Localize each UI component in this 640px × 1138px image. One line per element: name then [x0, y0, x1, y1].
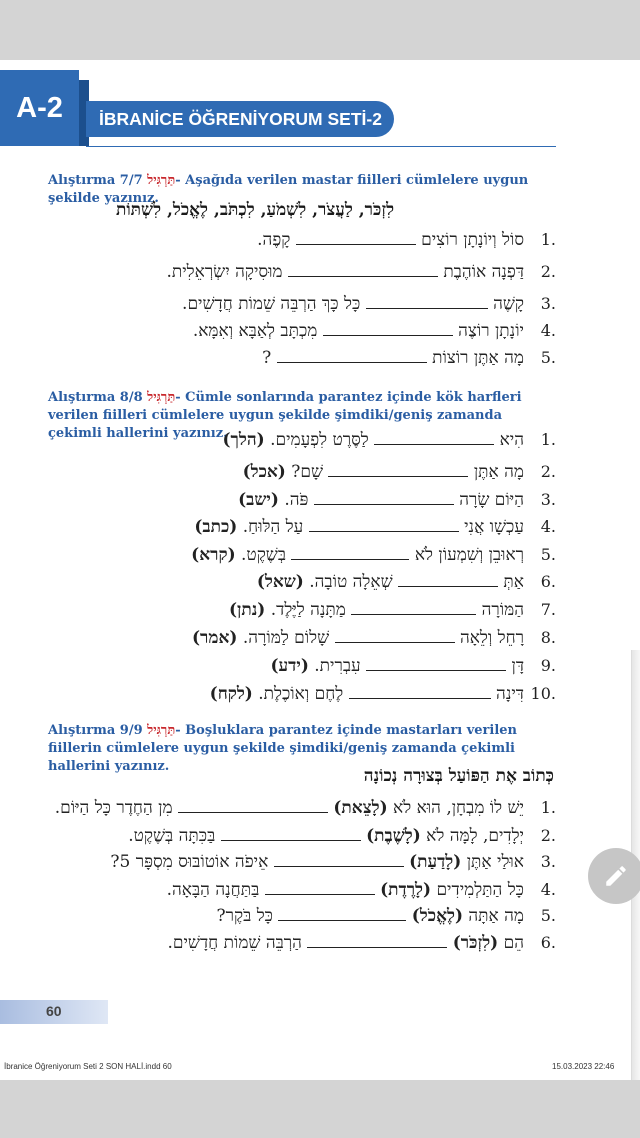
verb-root: (אמר) [192, 628, 238, 648]
sentence-end: לֶחֶם וְאוֹכֶלֶת. [258, 684, 344, 704]
word-bank: לִזְכֹּר, לַעֲצֹר, לִשְׁמֹעַ, לִכְתֹּב, לֶאֱכֹל, לִשְׁתּוֹת [115, 200, 395, 220]
item-number: 6. [540, 572, 556, 591]
sentence-end: בַּתַּחֲנָה הַבָּאָה. [166, 880, 260, 900]
verb-root: (לִזְכֹּר) [452, 933, 499, 953]
item-number: 10. [530, 684, 556, 703]
answer-blank[interactable] [366, 656, 506, 671]
sentence-start: דָּן [511, 656, 524, 676]
answer-blank[interactable] [178, 798, 328, 813]
exercise-item [40, 230, 556, 260]
item-sentence [210, 684, 524, 704]
item-number: 3. [540, 294, 556, 313]
sentence-start: קָשֶׁה [493, 294, 524, 314]
sentence-start: הַיּוֹם שָׂרָה [459, 490, 524, 510]
item-sentence [167, 933, 524, 953]
section-badge: A-2 [0, 70, 79, 146]
exercise-item [40, 490, 556, 520]
verb-root: (לָדַעַת) [409, 852, 462, 872]
exercise-item [40, 852, 556, 882]
exercise-hebrew-label: תַּרְגִּיל [147, 173, 176, 188]
exercise-item [40, 321, 556, 351]
exercise-label: Alıştırma 9/9 [48, 723, 143, 738]
answer-blank[interactable] [349, 684, 491, 699]
item-sentence [243, 462, 524, 482]
sentence-end: שָׁם? [291, 462, 324, 482]
sentence-start: יוֹנָתָן רוֹצֶה [458, 321, 524, 341]
item-number: 1. [540, 798, 556, 817]
answer-blank[interactable] [288, 262, 438, 277]
verb-root: (לקח) [209, 684, 253, 704]
sentence-start: דִּינָה [496, 684, 524, 704]
answer-blank[interactable] [398, 572, 498, 587]
sentence-end: לַסֶּרֶט לִפְעָמִים. [270, 430, 369, 450]
item-number: 4. [540, 321, 556, 340]
item-sentence [167, 880, 524, 900]
verb-root: (לָרֶדֶת) [380, 880, 432, 900]
exercise-label: Alıştırma 7/7 [48, 173, 143, 188]
item-sentence [191, 545, 524, 565]
verb-root: (ידע) [270, 656, 309, 676]
verb-root: (ישב) [238, 490, 279, 510]
exercise-item [40, 294, 556, 324]
answer-blank[interactable] [274, 852, 404, 867]
verb-root: (לָצֵאת) [333, 798, 388, 818]
sentence-start: כָּל הַתַּלְמִידִים [436, 880, 524, 900]
item-sentence [229, 600, 524, 620]
sentence-end: מִכְתָּב לְאַבָּא וְאִמָּא. [192, 321, 318, 341]
sentence-start: אוּלַי אַתֶּן [466, 852, 524, 872]
item-number: 8. [540, 628, 556, 647]
item-number: 6. [540, 933, 556, 952]
exercise-item [40, 600, 556, 630]
exercise-item [40, 628, 556, 658]
instruction-text: - Boşluklara parantez içinde mastarları verilen fiillerin cümlelere uygun şekilde şimdiki/geniş zamanda çekimli hallerini yazınız. [48, 723, 517, 774]
sentence-start: סוֹל וְיוֹנָתָן רוֹצִים [421, 230, 524, 250]
sentence-start: מָה אַתֶּן רוֹצוֹת [432, 348, 524, 368]
verb-root: (כתב) [194, 517, 238, 537]
sentence-end: מַתָּנָה לַיֶּלֶד. [270, 600, 346, 620]
answer-blank[interactable] [221, 826, 361, 841]
exercise-item [40, 684, 556, 714]
verb-root: (לָשֶׁבֶת) [366, 826, 421, 846]
exercise-hebrew-label: תַּרְגִּיל [147, 390, 176, 405]
item-number: 5. [540, 545, 556, 564]
answer-blank[interactable] [314, 490, 454, 505]
instruction-text: - Aşağıda verilen mastar fiilleri cümlelere uygun şekilde yazınız. [48, 173, 529, 206]
sentence-start: הִיא [499, 430, 524, 450]
exercise-item [40, 906, 556, 936]
item-sentence [166, 262, 524, 282]
exercise-3-heading: כְּתוֹב אֶת הַפּוֹעַל בְּצוּרָה נְכוֹנָה [363, 766, 554, 786]
item-sentence [257, 572, 524, 592]
item-number: 5. [540, 348, 556, 367]
exercise-item [40, 572, 556, 602]
exercise-item [40, 348, 556, 378]
exercise-item [40, 462, 556, 492]
answer-blank[interactable] [296, 230, 416, 245]
item-sentence [193, 321, 524, 341]
verb-root: (קרא) [191, 545, 236, 565]
answer-blank[interactable] [278, 906, 406, 921]
title-divider [86, 146, 556, 147]
edit-button[interactable] [588, 848, 640, 904]
sentence-end: מוּסִיקָה יִשְׂרְאֵלִית. [166, 262, 283, 282]
page-number: 60 [46, 1003, 62, 1019]
sentence-end: אֵיפֹה אוֹטוֹבּוּס מִסְפָּר 5? [110, 852, 269, 872]
answer-blank[interactable] [323, 321, 453, 336]
sentence-start: אַתְּ [503, 572, 524, 592]
sentence-start: דַּפְנָה אוֹהֶבֶת [443, 262, 524, 282]
footer-file-name: İbranice Öğreniyorum Seti 2 SON HALİ.indd 60 [4, 1062, 172, 1071]
item-number: 4. [540, 517, 556, 536]
answer-blank[interactable] [265, 880, 375, 895]
verb-root: (אכל) [242, 462, 286, 482]
sentence-start: מָה אַתֶּן [473, 462, 524, 482]
item-sentence [55, 798, 524, 818]
sentence-end: שָׁלוֹם לַמּוֹרָה. [242, 628, 330, 648]
item-sentence [257, 230, 524, 250]
sentence-end: בַּכִּתָּה בְּשֶׁקֶט. [128, 826, 216, 846]
sentence-end: ? [262, 348, 272, 368]
item-sentence [128, 826, 524, 846]
verb-root: (נתן) [229, 600, 266, 620]
item-number: 3. [540, 852, 556, 871]
answer-blank[interactable] [309, 517, 459, 532]
answer-blank[interactable] [328, 462, 468, 477]
exercise-item [40, 933, 556, 963]
verb-root: (שאל) [256, 572, 304, 592]
sentence-end: בְּשֶׁקֶט. [241, 545, 287, 565]
sentence-start: רְאוּבֵן וְשִׁמְעוֹן לֹא [414, 545, 524, 565]
sentence-end: כָּל כָּךְ הַרְבֵּה שֵׁמוֹת חֲדָשִׁים. [182, 294, 361, 314]
exercise-item [40, 262, 556, 292]
verb-root: (הלך) [222, 430, 265, 450]
sentence-start: הַמּוֹרָה [481, 600, 524, 620]
answer-blank[interactable] [277, 348, 427, 363]
sentence-start: רָחֵל וְלֵאָה [459, 628, 524, 648]
sentence-end: עַל הַלּוּחַ. [242, 517, 304, 537]
item-number: 7. [540, 600, 556, 619]
item-sentence [192, 628, 524, 648]
book-title: İBRANİCE ÖĞRENİYORUM SETİ-2 [86, 101, 394, 137]
item-sentence [262, 348, 524, 368]
exercise-hebrew-label: תַּרְגִּיל [147, 723, 176, 738]
sentence-start: עַכְשָׁו אֲנִי [464, 517, 524, 537]
sentence-start: יְלָדִים, לָמָּה לֹא [426, 826, 524, 846]
sentence-end: קָפֶה. [257, 230, 291, 250]
item-number: 4. [540, 880, 556, 899]
item-sentence [238, 490, 524, 510]
exercise-item [40, 430, 556, 460]
answer-blank[interactable] [335, 628, 455, 643]
item-number: 2. [540, 826, 556, 845]
verb-root: (לֶאֱכֹל) [411, 906, 463, 926]
item-number: 1. [540, 430, 556, 449]
footer-date: 15.03.2023 22:46 [552, 1062, 615, 1071]
item-sentence [110, 852, 524, 872]
item-number: 2. [540, 462, 556, 481]
answer-blank[interactable] [351, 600, 476, 615]
item-number: 5. [540, 906, 556, 925]
exercise-label: Alıştırma 8/8 [48, 390, 143, 405]
exercise-item [40, 798, 556, 828]
sentence-start: מָה אַתָּה [468, 906, 524, 926]
item-sentence [194, 517, 524, 537]
item-sentence [271, 656, 524, 676]
sentence-end: עִבְרִית. [314, 656, 361, 676]
sentence-start: יֵשׁ לוֹ מִבְחָן, הוּא לֹא [393, 798, 524, 818]
item-sentence [217, 906, 524, 926]
item-number: 2. [540, 262, 556, 281]
item-sentence [182, 294, 524, 314]
item-number: 3. [540, 490, 556, 509]
answer-blank[interactable] [366, 294, 488, 309]
sentence-end: מִן הַחֶדֶר כָּל הַיּוֹם. [54, 798, 173, 818]
sentence-end: שְׁאֵלָה טוֹבָה. [309, 572, 393, 592]
exercise-item [40, 656, 556, 686]
answer-blank[interactable] [374, 430, 494, 445]
item-sentence [223, 430, 525, 450]
exercise-item [40, 517, 556, 547]
answer-blank[interactable] [307, 933, 447, 948]
sentence-end: פֹּה. [284, 490, 309, 510]
answer-blank[interactable] [291, 545, 409, 560]
pencil-icon [603, 863, 629, 889]
item-number: 1. [540, 230, 556, 249]
exercise-item [40, 545, 556, 575]
item-number: 9. [540, 656, 556, 675]
sentence-end: כָּל בֹּקֶר? [216, 906, 273, 926]
instruction-text: - Cümle sonlarında parantez içinde kök harfleri verilen fiilleri cümlelere uygun şekilde şimdiki/geniş zamanda çekimli hallerini yazınız. [48, 390, 522, 441]
sentence-start: הֵם [503, 933, 524, 953]
sentence-end: הַרְבֵּה שֵׁמוֹת חֲדָשִׁים. [167, 933, 302, 953]
